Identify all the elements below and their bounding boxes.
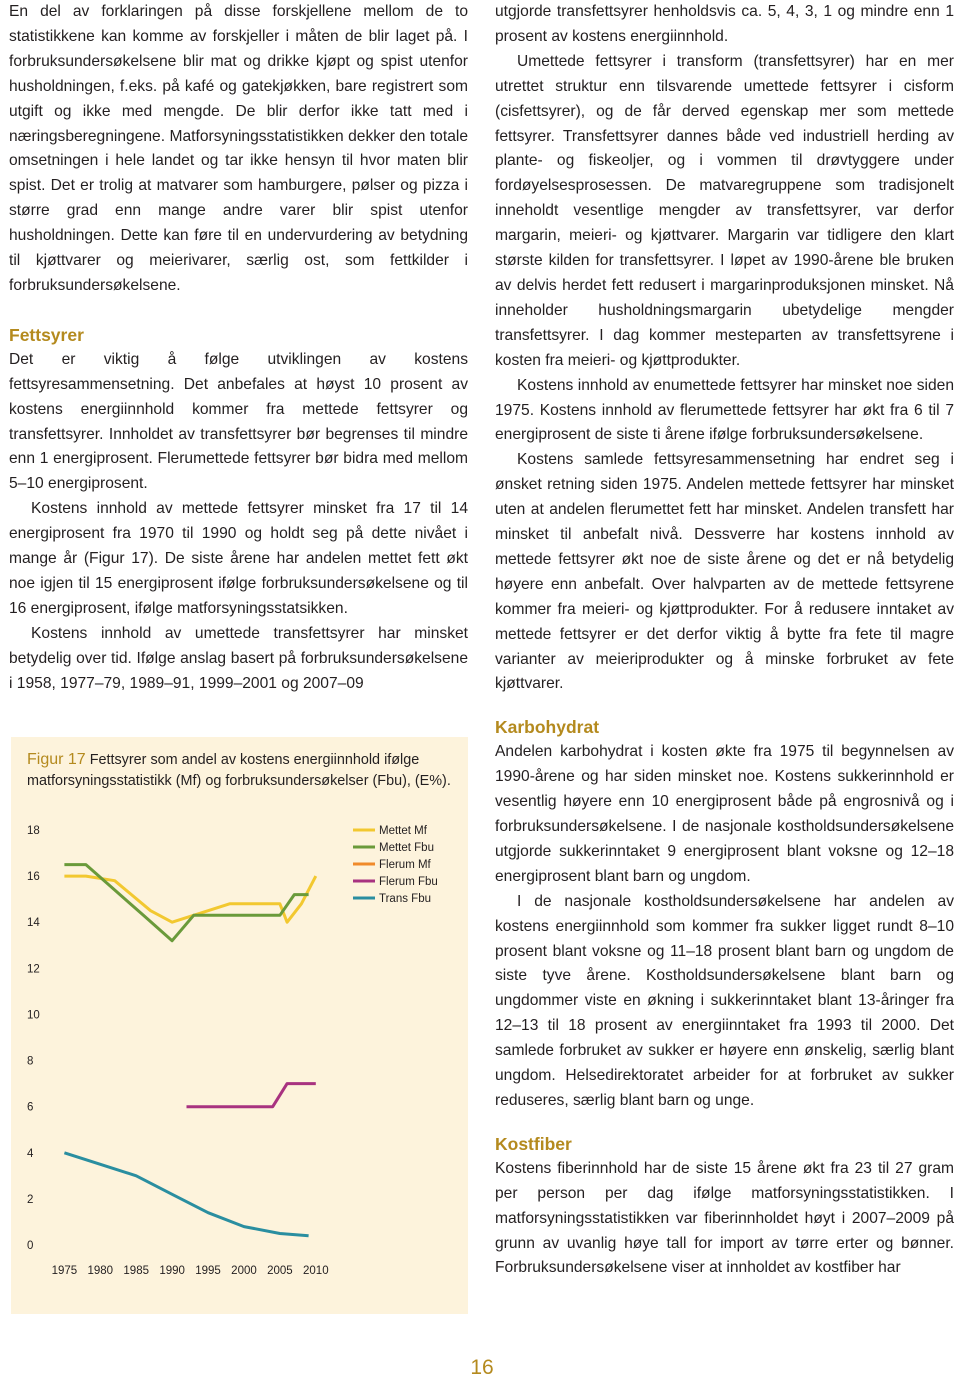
left-column <box>9 0 468 696</box>
paragraph: Kostens samlede fettsyresammensetning har endret seg i ønsket retning siden 1975. Andelen mettede fettsyrer har minsket uten at andelen flerumettet fett har minsket. Andelen transfett har minsket til anbefalt nivå. Dessverre har kostens innhold av mettede fettsyrer økt noe de siste årene og det er nå betydelig høyere enn anbefalt. Over halvparten av de mettede fettsyrene kommer fra meieri- og kjøttprodukter. For å redusere inntaket av mettede fettsyrer er det derfor viktig å bytte fra fete til magre varianter av meieriprodukter og å minske forbruket av fete kjøttvarer. <box>495 451 954 693</box>
x-tick-label: 1990 <box>159 1265 185 1277</box>
fettsyrer-line-chart <box>11 737 468 1314</box>
series-line <box>187 1084 316 1107</box>
paragraph: Kostens innhold av enumettede fettsyrer har minsket noe siden 1975. Kostens innhold av flerumettede fettsyrer har økt fra 6 til 7 energiprosent de siste ti årene ifølge forbruksundersøkelsene. <box>495 376 954 444</box>
section-heading-kostfiber: Kostfiber <box>495 1133 572 1154</box>
paragraph: Andelen karbohydrat i kosten økte fra 1975 til begynnelsen av 1990-årene og har siden minsket noe. Kostens sukkerinnhold er vesentlig høyere enn 10 energiprosent både på engrosnivå og i forbruksundersøkelsene. I de nasjonale kostholdsundersøkelsene utgjorde sukkerinntaket 9 energiprosent blant voksne og 12–18 energiprosent blant barn og ungdom. <box>495 743 954 885</box>
figure-17 <box>11 737 468 1314</box>
x-tick-label: 1980 <box>87 1265 114 1277</box>
y-tick-label: 18 <box>27 825 40 837</box>
paragraph: En del av forklaringen på disse forskjellene mellom de to statistikkene kan komme av forskjeller i måten de blir laget på. I forbruksundersøkelsene blir mat og drikke kjøpt og spist utenfor husholdningen, f.eks. på kafé og gatekjøkken, bare registrert som utgift og ikke med mengde. De blir derfor ikke tatt med i næringsberegningene. Matforsyningsstatistikken dekker den totale omsetningen i hele landet og tar ikke hensyn til hvor maten blir spist. Det er trolig at matvarer som hamburgere, pølser og pizza i større grad enn mange andre varer blir spist utenfor husholdningen. Dette kan føre til en undervurdering av betydning til kjøttvarer og meierivarer, særlig ost, som fettkilder i forbruksundersøkelsene. <box>9 3 468 294</box>
paragraph: Kostens innhold av umettede transfettsyrer har minsket betydelig over tid. Ifølge anslag basert på forbruksundersøkelsene i 1958, 1977–79, 1989–91, 1999–2001 og 2007–09 <box>9 624 468 692</box>
paragraph: Umettede fettsyrer i transform (transfettsyrer) har en mer utrettet struktur enn tilsvarende umettede fettsyrer i cisform (cisfettsyrer), og de får derved egenskap mer som mettede fettsyrer. Transfettsyrer dannes både ved industriell herding av plante- og fiskeoljer, og i vommen til drøvtyggere under fordøyelsesprosessen. De matvaregruppene som tradisjonelt inneholdt vesentlige mengder av transfettsyrer, var derfor margarin, meieri- og kjøttvarer. Margarin var tidligere den klart største kilden for transfettsyrer. I løpet av 1990-årene ble bruken av delvis herdet fett redusert i margarinproduksjonen minsket. Nå inneholder husholdningsmargarin ubetydelige mengder transfettsyrer. I dag kommer mesteparten av transfettsyrene i kosten fra meieri- og kjøttprodukter. <box>495 52 954 369</box>
figure-caption-text: Fettsyrer som andel av kostens energiinnhold ifølge matforsyningsstatistikk (Mf) og forbruksundersøkelser (Fbu), (E%). <box>27 752 451 789</box>
legend-label: Trans Fbu <box>379 893 431 905</box>
legend-label: Mettet Fbu <box>379 842 434 854</box>
y-tick-label: 0 <box>27 1240 34 1252</box>
y-tick-label: 2 <box>27 1193 34 1206</box>
legend-label: Flerum Fbu <box>379 876 438 888</box>
x-tick-label: 1975 <box>51 1265 78 1277</box>
y-tick-label: 12 <box>27 963 40 976</box>
figure-label: Figur 17 <box>27 751 86 768</box>
legend-label: Flerum Mf <box>379 859 431 871</box>
y-tick-label: 14 <box>27 917 40 930</box>
x-tick-label: 1985 <box>123 1265 150 1277</box>
legend-label: Mettet Mf <box>379 825 427 837</box>
section-heading-karbohydrat: Karbohydrat <box>495 717 600 738</box>
paragraph: Det er viktig å følge utviklingen av kostens fettsyresammensetning. Det anbefales at høyst 10 prosent av kostens energiinnhold kommer fra mettede fettsyrer og transfettsyrer. Innholdet av transfettsyrer bør begrenses til mindre enn 1 energiprosent. Flerumettede fettsyrer bør bidra med mellom 5–10 energiprosent. <box>9 350 468 493</box>
x-tick-label: 1995 <box>195 1265 221 1277</box>
y-tick-label: 8 <box>27 1055 34 1068</box>
paragraph: Kostens fiberinnhold har de siste 15 årene økt fra 23 til 27 gram per person per dag ifølge matforsyningsstatistikken. I matforsyningsstatistikken var fiberinnholdet høyt i 2007–2009 på grunn av uvanlig høye tall for import av tørre erter og bønner. Forbruksundersøkelsene viser at innholdet av kostfiber har <box>495 1159 954 1277</box>
y-tick-label: 4 <box>27 1147 34 1160</box>
x-tick-label: 2005 <box>267 1265 293 1277</box>
y-tick-label: 16 <box>27 871 40 884</box>
page-number: 16 <box>470 1356 494 1379</box>
section-heading-fettsyrer: Fettsyrer <box>9 324 84 345</box>
paragraph: I de nasjonale kostholdsundersøkelsene har andelen av kostens energiinnhold som kommer fra sukker ligget rundt 8–10 prosent blant voksne og 11–18 prosent blant barn og ungdom de siste tyve årene. Kostholdsundersøkelsene blant barn og ungdommer viste en økning i sukkerinntaket blant 13-åringer fra 12–13 til 18 prosent av energiinntaket fra 1993 til 2000. Det samlede forbruket av sukker er høyere enn ønskelig, særlig blant ungdom. Helsedirektoratet arbeider for at forbruket av sukker reduseres, særlig blant barn og unge. <box>495 892 954 1109</box>
x-tick-label: 2000 <box>231 1265 257 1277</box>
y-tick-label: 6 <box>27 1101 34 1114</box>
right-column <box>495 0 954 1281</box>
series-line <box>64 1153 308 1236</box>
paragraph: Kostens innhold av mettede fettsyrer minsket fra 17 til 14 energiprosent fra 1970 til 1990 og holdt seg på dette nivået i mange år (Figur 17). De siste årene har andelen mettet fett økt noe igjen til 15 energiprosent ifølge forbruksundersøkelsene og til 16 energiprosent, ifølge matforsyningsstatsikken. <box>9 500 468 617</box>
paragraph: utgjorde transfettsyrer henholdsvis ca. 5, 4, 3, 1 og mindre enn 1 prosent av kostens energiinnhold. <box>495 3 954 45</box>
x-tick-label: 2010 <box>303 1265 329 1277</box>
y-tick-label: 10 <box>27 1009 40 1022</box>
